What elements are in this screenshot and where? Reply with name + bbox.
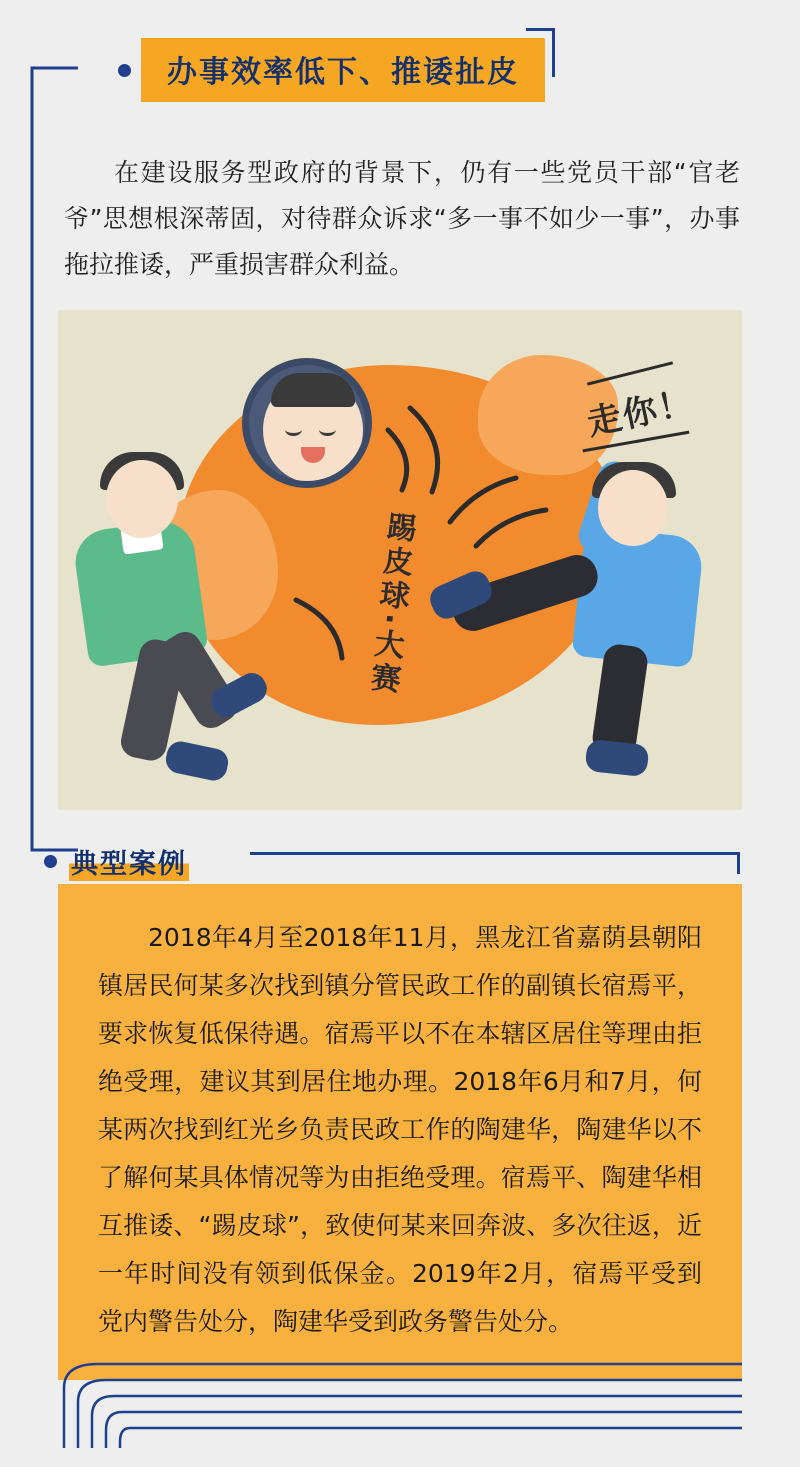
section2-title-rule-end [737,852,740,874]
shout-text: 走你！ [583,382,698,444]
person-left-head [106,460,178,538]
kick-ball-contest-text: 踢皮球·大赛 [363,509,418,698]
bullet-dot-icon [118,64,131,77]
illustration [58,310,742,810]
case-study-box [58,884,742,1380]
section1-title-row [118,38,545,102]
section2-paragraph: 2018年4月至2018年11月，黑龙江省嘉荫县朝阳镇居民何某多次找到镇分管民政工作的副镇长宿焉平，要求恢复低保待遇。宿焉平以不在本辖区居住等理由拒绝受理，建议其到居住地办理。2018年6月和7月，何某两次找到红光乡负责民政工作的陶建华，陶建华以不了解何某具体情况等为由拒绝受理。宿焉平、陶建华相互推诿、“踢皮球”，致使何某来回奔波、多次往返，近一年时间没有领到低保金。2019年2月，宿焉平受到党内警告处分，陶建华受到政务警告处分。 [98,923,702,1336]
section1-title-box [141,38,545,102]
section2-title-rule [250,852,740,855]
section2-title: 典型案例 [69,842,189,881]
bullet-dot-icon-2 [44,855,57,868]
person-right-shoe-standing [584,739,649,777]
section1-paragraph: 在建设服务型政府的背景下，仍有一些党员干部“官老爷”思想根深蒂固，对待群众诉求“多一事不如少一事”，办事拖拉推诿，严重损害群众利益。 [64,158,740,279]
section1-title: 办事效率低下、推诿扯皮 [167,55,519,90]
section2-title-row [44,842,189,881]
bottom-stripes-decoration [58,1358,742,1448]
person-right-head [598,470,668,546]
